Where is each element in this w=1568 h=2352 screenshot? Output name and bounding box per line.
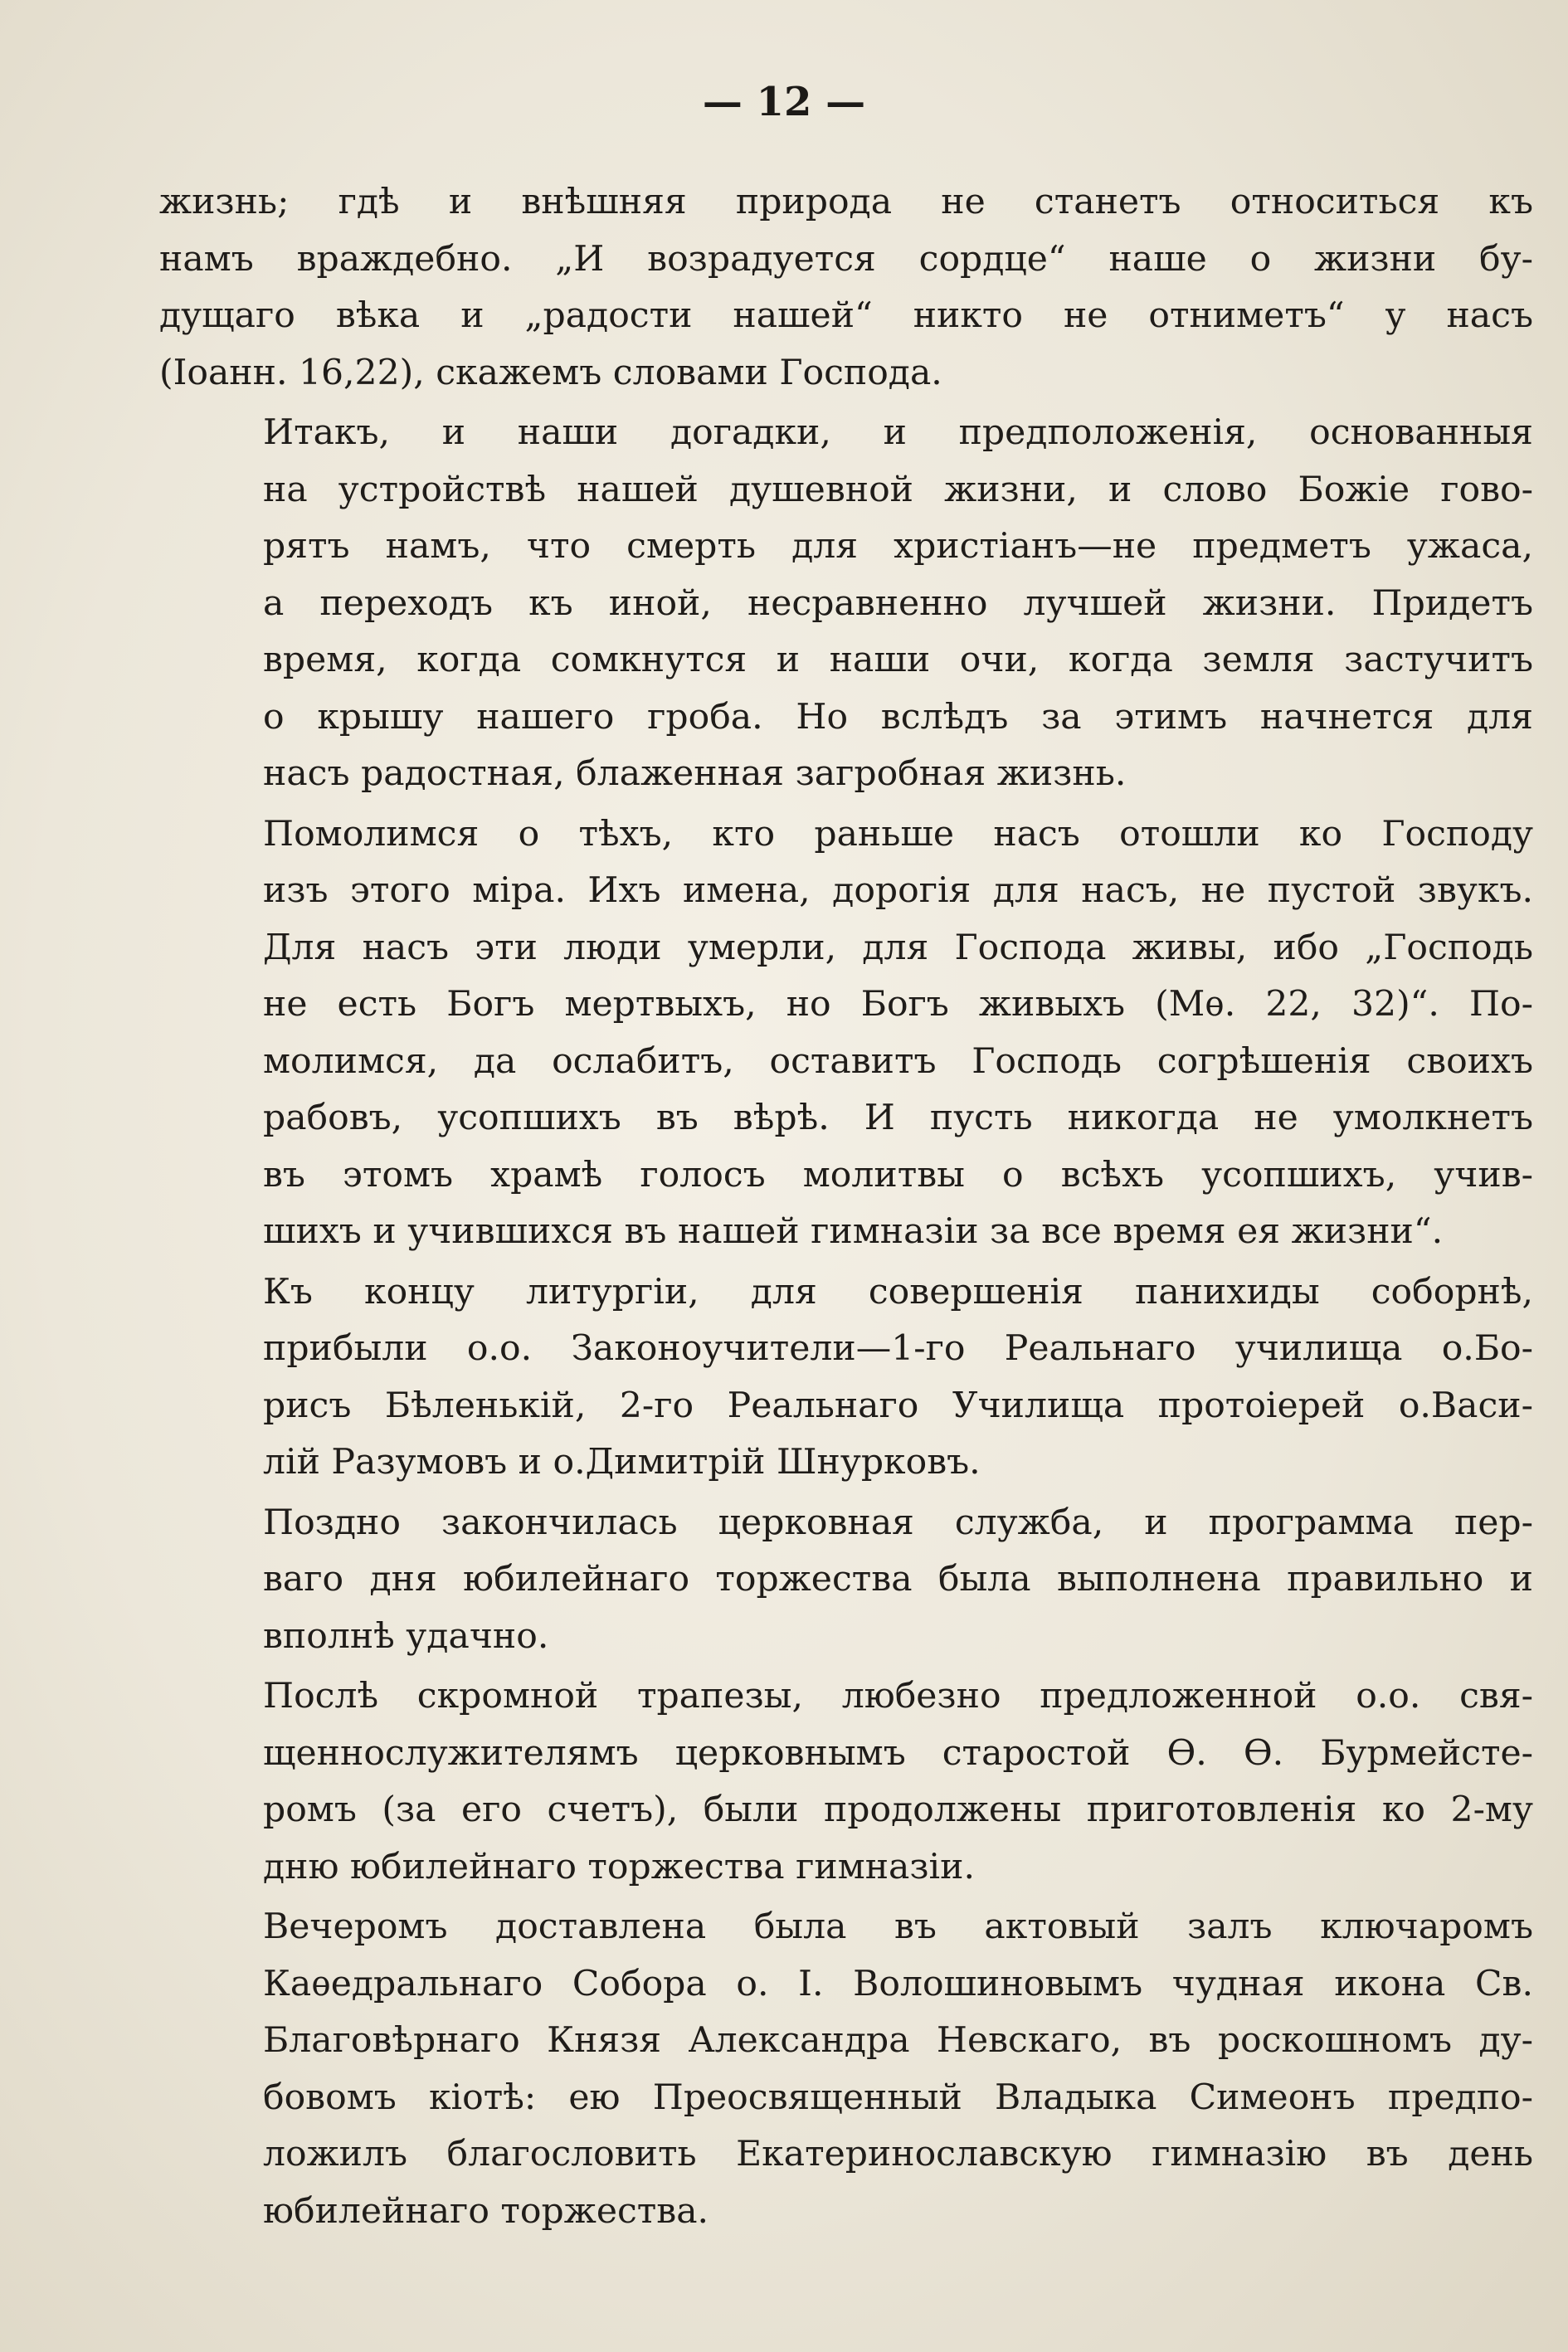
- text-line: лій Разумовъ и о.Димитрій Шнурковъ.: [263, 1442, 981, 1483]
- text-line: вполнѣ удачно.: [263, 1615, 549, 1657]
- text-line: щеннослужителямъ церковнымъ старостой Ѳ. Ѳ. Бурмейсте-: [263, 1732, 1533, 1774]
- text-line: насъ радостная, блаженная загробная жизнь.: [263, 753, 1127, 794]
- text-line: прибыли о.о. Законоучители—1-го Реальнаго училища о.Бо-: [263, 1328, 1533, 1369]
- text-line: шихъ и учившихся въ нашей гимназіи за все время ея жизни“.: [263, 1211, 1444, 1252]
- text-line: въ этомъ храмѣ голосъ молитвы о всѣхъ усопшихъ, учив-: [263, 1154, 1533, 1195]
- text-body: [159, 174, 1533, 2240]
- text-line: Къ концу литургіи, для совершенія панихиды соборнѣ,: [263, 1271, 1533, 1312]
- text-line: рятъ намъ, что смерть для христіанъ—не предметъ ужаса,: [263, 526, 1533, 567]
- text-line: Послѣ скромной трапезы, любезно предложенной о.о. свя-: [263, 1676, 1533, 1717]
- text-line: юбилейнаго торжества.: [263, 2190, 709, 2232]
- text-line: бовомъ кіотѣ: ею Преосвященный Владыка Симеонъ предпо-: [263, 2077, 1533, 2118]
- text-line: молимся, да ослабитъ, оставитъ Господь согрѣшенія своихъ: [263, 1040, 1533, 1082]
- text-line: Вечеромъ доставлена была въ актовый залъ ключаромъ: [263, 1906, 1533, 1947]
- text-line: ложилъ благословить Екатеринославскую гимназію въ день: [263, 2134, 1533, 2174]
- text-line: на устройствѣ нашей душевной жизни, и слово Божіе гово-: [263, 469, 1533, 510]
- paragraph-1: [159, 174, 1533, 402]
- text-line: Благовѣрнаго Князя Александра Невскаго, въ роскошномъ ду-: [263, 2020, 1533, 2061]
- text-line: ваго дня юбилейнаго торжества была выполнена правильно и: [263, 1559, 1533, 1600]
- text-line: Для насъ эти люди умерли, для Господа живы, ибо „Господь: [263, 927, 1533, 968]
- text-line: ромъ (за его счетъ), были продолжены приготовленія ко 2-му: [263, 1790, 1533, 1830]
- text-line: (Іоанн. 16,22), скажемъ словами Господа.: [159, 352, 942, 393]
- paragraph-6: [159, 1668, 1533, 1896]
- text-line: дущаго вѣка и „радости нашей“ никто не отниметъ“ у насъ: [159, 295, 1533, 336]
- text-line: Итакъ, и наши догадки, и предположенія, основанныя: [263, 412, 1533, 453]
- text-line: рисъ Бѣленькій, 2-го Реальнаго Училища протоіерей о.Васи-: [263, 1385, 1533, 1426]
- text-line: рабовъ, усопшихъ въ вѣрѣ. И пусть никогда не умолкнетъ: [263, 1098, 1533, 1138]
- paragraph-7: [159, 1899, 1533, 2240]
- text-line: жизнь; гдѣ и внѣшняя природа не станетъ относиться къ: [159, 182, 1533, 222]
- text-line: а переходъ къ иной, несравненно лучшей жизни. Придетъ: [263, 582, 1533, 624]
- text-line: не есть Богъ мертвыхъ, но Богъ живыхъ (Мѳ. 22, 32)“. По-: [263, 984, 1533, 1025]
- text-line: Поздно закончилась церковная служба, и программа пер-: [263, 1502, 1533, 1543]
- text-line: о крышу нашего гроба. Но вслѣдъ за этимъ начнется для: [263, 696, 1533, 738]
- page-number: — 12 —: [702, 79, 866, 125]
- paragraph-5: [159, 1495, 1533, 1666]
- paragraph-3: [159, 806, 1533, 1261]
- text-line: намъ враждебно. „И возрадуется сордце“ наше о жизни бу-: [159, 238, 1533, 280]
- text-line: время, когда сомкнутся и наши очи, когда земля застучитъ: [263, 640, 1533, 680]
- text-line: дню юбилейнаго торжества гимназіи.: [263, 1846, 975, 1887]
- paragraph-4: [159, 1264, 1533, 1492]
- paragraph-2: [159, 405, 1533, 803]
- text-line: Помолимся о тѣхъ, кто раньше насъ отошли ко Господу: [263, 813, 1533, 855]
- text-line: Каѳедральнаго Собора о. І. Волошиновымъ чудная икона Св.: [263, 1963, 1533, 2004]
- text-line: изъ этого міра. Ихъ имена, дорогія для насъ, не пустой звукъ.: [263, 870, 1533, 911]
